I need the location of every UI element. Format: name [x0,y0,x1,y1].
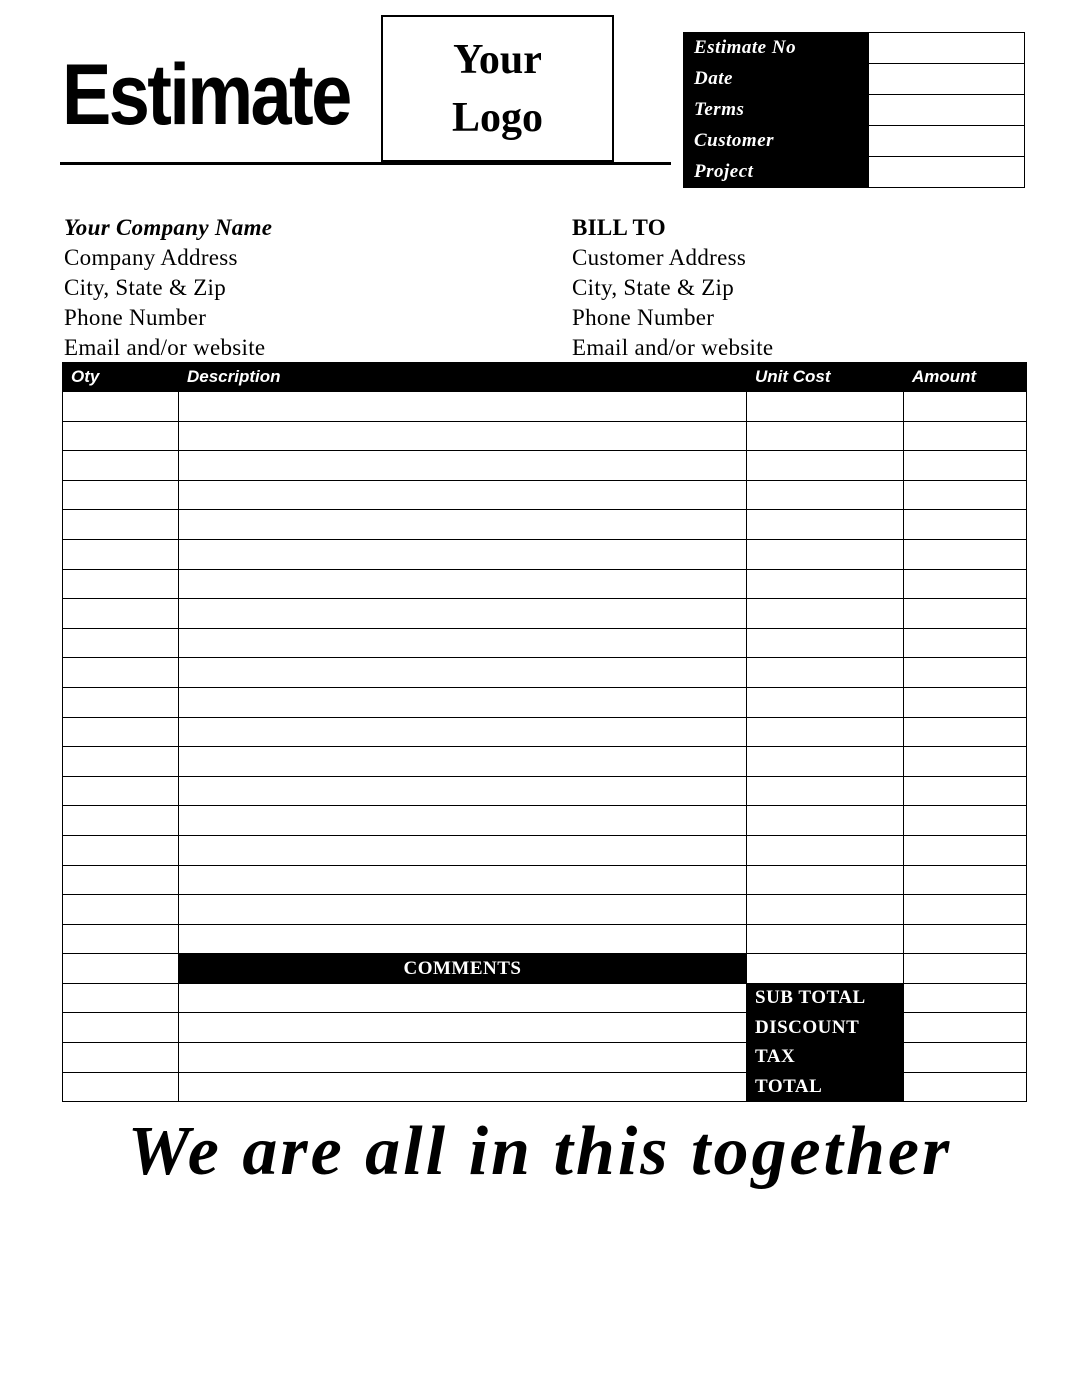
total-row [63,1072,1027,1102]
unit-cost-cell[interactable] [747,392,904,422]
unit-cost-cell[interactable] [747,865,904,895]
bill-to-info [572,213,773,363]
qty-cell[interactable] [63,717,179,747]
unit-cost-cell[interactable] [747,924,904,954]
qty-cell[interactable] [63,865,179,895]
line-item-row [63,865,1027,895]
company-email: Email and/or website [64,335,266,360]
line-item-row [63,776,1027,806]
project-field[interactable] [869,157,1025,188]
line-item-row [63,717,1027,747]
amount-cell[interactable] [904,451,1027,481]
description-cell[interactable] [179,658,747,688]
bill-to-heading: BILL TO [572,215,666,240]
discount-amount-field[interactable] [904,1013,1027,1043]
tagline: We are all in this together [127,1113,953,1190]
amount-cell[interactable] [904,835,1027,865]
estimate-no-field[interactable] [869,33,1025,64]
description-cell[interactable] [179,835,747,865]
unit-cost-cell[interactable] [747,658,904,688]
qty-cell[interactable] [63,1013,179,1043]
description-cell[interactable] [179,924,747,954]
comments-row [63,954,1027,984]
line-items-body [63,392,1027,1102]
total-amount-field[interactable] [904,1072,1027,1102]
qty-cell[interactable] [63,1043,179,1073]
description-column-header: Description [179,363,747,392]
line-item-row [63,658,1027,688]
amount-cell[interactable] [904,421,1027,451]
unit-cost-column-header: Unit Cost [747,363,904,392]
qty-cell[interactable] [63,480,179,510]
description-cell[interactable] [179,865,747,895]
company-city-state-zip: City, State & Zip [64,275,227,300]
amount-cell[interactable] [904,539,1027,569]
description-cell[interactable] [179,569,747,599]
customer-field[interactable] [869,126,1025,157]
unit-cost-cell[interactable] [747,895,904,925]
description-cell[interactable] [179,510,747,540]
line-item-row [63,599,1027,629]
description-cell[interactable] [179,776,747,806]
qty-cell[interactable] [63,687,179,717]
unit-cost-cell[interactable] [747,776,904,806]
line-item-row [63,806,1027,836]
unit-cost-cell[interactable] [747,510,904,540]
amount-cell[interactable] [904,747,1027,777]
qty-cell[interactable] [63,569,179,599]
discount-row [63,1013,1027,1043]
qty-cell[interactable] [63,954,179,984]
line-item-row [63,480,1027,510]
company-address: Company Address [64,245,238,270]
line-item-row [63,451,1027,481]
amount-cell[interactable] [904,510,1027,540]
logo-placeholder [381,15,614,162]
description-cell[interactable] [179,480,747,510]
unit-cost-cell[interactable] [747,599,904,629]
comments-field[interactable] [179,1043,747,1073]
customer-label: Customer [684,126,869,157]
amount-cell[interactable] [904,480,1027,510]
date-row [684,64,1025,95]
amount-cell[interactable] [904,392,1027,422]
company-name: Your Company Name [64,215,273,240]
terms-field[interactable] [869,95,1025,126]
line-item-row [63,835,1027,865]
tax-amount-field[interactable] [904,1043,1027,1073]
project-row [684,157,1025,188]
qty-cell[interactable] [63,628,179,658]
qty-cell[interactable] [63,806,179,836]
company-info [64,213,272,363]
qty-cell[interactable] [63,510,179,540]
line-items-table [62,362,1027,1102]
description-cell[interactable] [179,806,747,836]
description-cell[interactable] [179,628,747,658]
date-label: Date [684,64,869,95]
unit-cost-cell[interactable] [747,569,904,599]
amount-cell[interactable] [904,599,1027,629]
project-label: Project [684,157,869,188]
amount-cell[interactable] [904,717,1027,747]
amount-cell[interactable] [904,687,1027,717]
line-item-row [63,687,1027,717]
line-item-row [63,895,1027,925]
unit-cost-cell[interactable] [747,451,904,481]
line-item-row [63,392,1027,422]
description-cell[interactable] [179,421,747,451]
description-cell[interactable] [179,539,747,569]
amount-cell[interactable] [904,569,1027,599]
description-cell[interactable] [179,392,747,422]
amount-cell[interactable] [904,658,1027,688]
document-title: Estimate [62,47,350,143]
qty-cell[interactable] [63,451,179,481]
comments-field[interactable] [179,1013,747,1043]
line-item-row [63,510,1027,540]
terms-row [684,95,1025,126]
logo-text-line1: Your [453,36,542,83]
tax-label: TAX [747,1043,904,1073]
qty-cell[interactable] [63,983,179,1013]
amount-cell[interactable] [904,806,1027,836]
qty-cell[interactable] [63,392,179,422]
amount-column-header: Amount [904,363,1027,392]
amount-cell[interactable] [904,895,1027,925]
unit-cost-cell[interactable] [747,421,904,451]
qty-cell[interactable] [63,658,179,688]
qty-cell[interactable] [63,539,179,569]
unit-cost-cell[interactable] [747,628,904,658]
qty-cell[interactable] [63,421,179,451]
description-cell[interactable] [179,687,747,717]
comments-label: COMMENTS [179,954,747,984]
customer-phone: Phone Number [572,305,715,330]
customer-email: Email and/or website [572,335,774,360]
unit-cost-cell[interactable] [747,835,904,865]
qty-column-header: Oty [63,363,179,392]
tax-row [63,1043,1027,1073]
subtotal-label: SUB TOTAL [747,983,904,1013]
estimate-no-label: Estimate No [684,33,869,64]
comments-field[interactable] [179,983,747,1013]
unit-cost-cell[interactable] [747,480,904,510]
line-item-row [63,421,1027,451]
qty-cell[interactable] [63,895,179,925]
description-cell[interactable] [179,717,747,747]
line-item-row [63,539,1027,569]
total-label: TOTAL [747,1072,904,1102]
unit-cost-cell[interactable] [747,717,904,747]
comments-field[interactable] [179,1072,747,1102]
amount-cell[interactable] [904,776,1027,806]
description-cell[interactable] [179,451,747,481]
unit-cost-cell[interactable] [747,747,904,777]
qty-cell[interactable] [63,747,179,777]
title-divider [60,162,671,165]
terms-label: Terms [684,95,869,126]
estimate-info-table [683,32,1025,188]
subtotal-row [63,983,1027,1013]
amount-cell[interactable] [904,954,1027,984]
subtotal-amount-field[interactable] [904,983,1027,1013]
amount-cell[interactable] [904,628,1027,658]
description-cell[interactable] [179,747,747,777]
qty-cell[interactable] [63,924,179,954]
amount-cell[interactable] [904,865,1027,895]
customer-city-state-zip: City, State & Zip [572,275,735,300]
line-items-header-row [63,363,1027,392]
customer-row [684,126,1025,157]
qty-cell[interactable] [63,776,179,806]
company-phone: Phone Number [64,305,207,330]
qty-cell[interactable] [63,835,179,865]
unit-cost-cell[interactable] [747,806,904,836]
qty-cell[interactable] [63,1072,179,1102]
discount-label: DISCOUNT [747,1013,904,1043]
unit-cost-cell[interactable] [747,954,904,984]
unit-cost-cell[interactable] [747,539,904,569]
date-field[interactable] [869,64,1025,95]
estimate-no-row [684,33,1025,64]
description-cell[interactable] [179,895,747,925]
customer-address: Customer Address [572,245,747,270]
unit-cost-cell[interactable] [747,687,904,717]
amount-cell[interactable] [904,924,1027,954]
qty-cell[interactable] [63,599,179,629]
line-item-row [63,924,1027,954]
logo-text-line2: Logo [451,94,543,141]
line-item-row [63,747,1027,777]
line-item-row [63,628,1027,658]
description-cell[interactable] [179,599,747,629]
line-item-row [63,569,1027,599]
